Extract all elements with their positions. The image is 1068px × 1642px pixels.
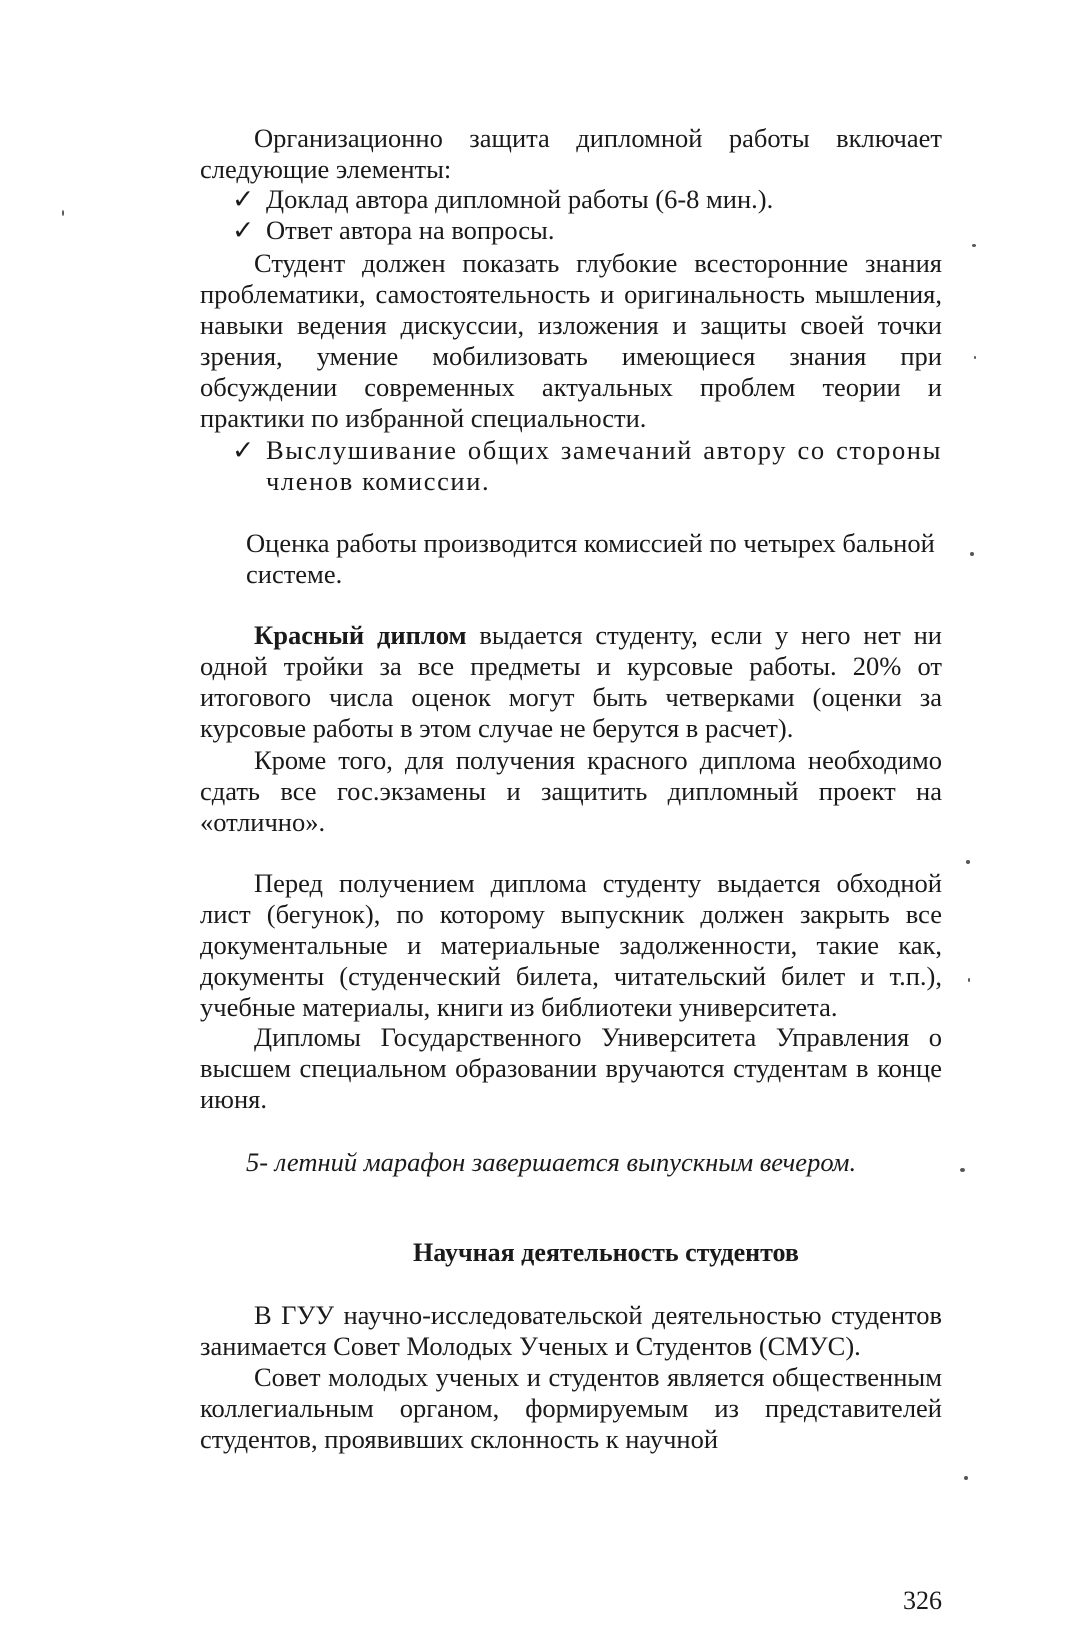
student-requirements-paragraph: Студент должен показать глубокие всесторонние знания проблематики, самостоятельность и оригинальность мышления, навыки ведения дискуссии, изложения и защиты своей точки зрения, умение мобилизовать имеющиеся знания при обсуждении современных актуальных проблем теории и практики по избранной специальности. — [200, 248, 942, 433]
section-heading: Научная деятельность студентов — [413, 1238, 799, 1267]
page-number: 326 — [903, 1586, 942, 1615]
diplomas-paragraph: Дипломы Государственного Университета Управления о высшем специальном образовании вручаются студентам в конце июня. — [200, 1022, 942, 1114]
intro-paragraph: Организационно защита дипломной работы включает следующие элементы: — [200, 123, 942, 184]
checklist-item-text: Ответ автора на вопросы. — [266, 215, 555, 245]
marathon-line: 5- летний марафон завершается выпускным вечером. — [246, 1147, 857, 1177]
checkmark-icon: ✓ — [232, 215, 255, 245]
scan-speck — [974, 356, 976, 359]
scan-speck — [972, 244, 976, 247]
checkmark-icon: ✓ — [232, 435, 255, 465]
research-paragraph-1: В ГУУ научно-исследовательской деятельностью студентов занимается Совет Молодых Ученых и Студентов (СМУС). — [200, 1300, 942, 1361]
red-diploma-text: выдается студенту, если у него нет ни одной тройки за все предметы и курсовые работы. 20% от итогового числа оценок могут быть четверками (оценки за курсовые работы в этом случае не берутся в расчет). — [200, 620, 942, 743]
checklist-item-answers — [232, 215, 942, 246]
scan-speck — [968, 978, 970, 982]
scan-speck — [966, 860, 970, 864]
red-diploma-requirements-paragraph: Кроме того, для получения красного диплома необходимо сдать все гос.экзамены и защитить дипломный проект на «отлично». — [200, 745, 942, 837]
scan-speck — [964, 1476, 968, 1480]
checklist-item-remarks — [232, 435, 942, 497]
red-diploma-paragraph — [200, 620, 942, 744]
checklist-item-text: Выслушивание общих замечаний автору со стороны членов комиссии. — [266, 435, 942, 496]
scan-speck — [960, 1168, 965, 1172]
checkmark-icon: ✓ — [232, 184, 255, 214]
research-paragraph-2: Совет молодых ученых и студентов является общественным коллегиальным органом, формируемым из представителей студентов, проявивших склонность к научной — [200, 1362, 942, 1454]
bypass-sheet-paragraph: Перед получением диплома студенту выдается обходной лист (бегунок), по которому выпускник должен закрыть все документальные и материальные задолженности, такие как, документы (студенческий билета, читательский билет и т.п.), учебные материалы, книги из библиотеки университета. — [200, 868, 942, 1022]
scan-speck — [62, 210, 64, 216]
grading-paragraph: Оценка работы производится комиссией по четырех бальной системе. — [246, 528, 935, 589]
scan-speck — [970, 552, 974, 556]
checklist-item-text: Доклад автора дипломной работы (6-8 мин.). — [266, 184, 774, 214]
red-diploma-term: Красный диплом — [254, 620, 467, 650]
checklist-item-report — [232, 184, 942, 215]
